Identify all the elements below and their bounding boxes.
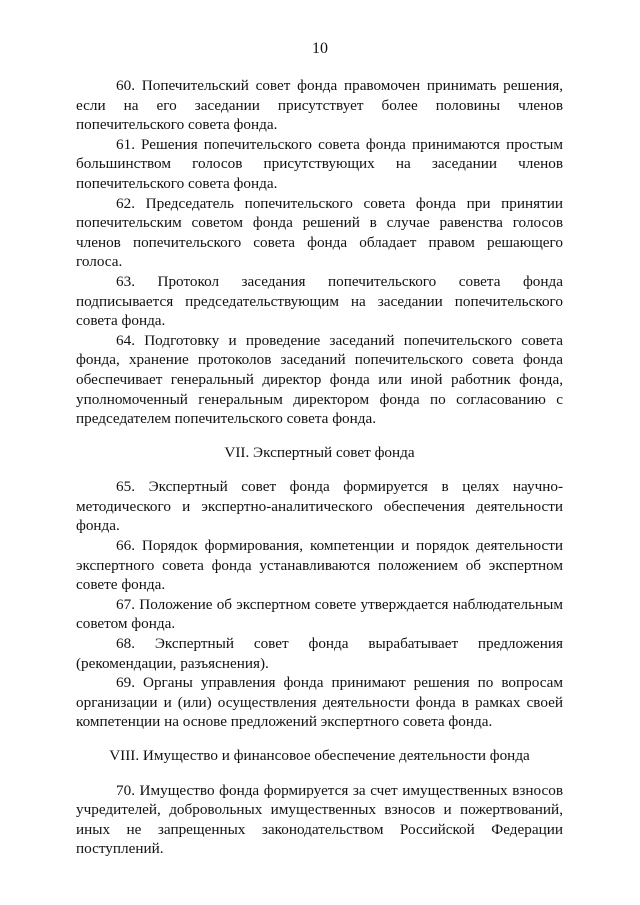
section-heading-viii: VIII. Имущество и финансовое обеспечение деятельности фонда	[109, 747, 530, 764]
page-number: 10	[312, 40, 328, 57]
paragraph-68: 68. Экспертный совет фонда вырабатывает предложения (рекомендации, разъяснения).	[76, 635, 563, 672]
paragraph-62: 62. Председатель попечительского совета фонда при принятии попечительским советом фонда решений в случае равенства голосов членов попечительского совета фонда обладает правом решающего голоса.	[76, 194, 563, 271]
paragraph-60: 60. Попечительский совет фонда правомочен принимать решения, если на его заседании присутствует более половины членов попечительского совета фонда.	[76, 77, 563, 134]
paragraph-65: 65. Экспертный совет фонда формируется в целях научно-методического и экспертно-аналитического обеспечения деятельности фонда.	[76, 478, 563, 535]
paragraph-66: 66. Порядок формирования, компетенции и порядок деятельности экспертного совета фонда устанавливаются положением об экспертном совете фонда.	[76, 537, 563, 594]
paragraph-70: 70. Имущество фонда формируется за счет имущественных взносов учредителей, добровольных имущественных взносов и пожертвований, иных не запрещенных законодательством Российской Федерации поступлений.	[76, 781, 563, 858]
paragraph-64: 64. Подготовку и проведение заседаний попечительского совета фонда, хранение протоколов заседаний попечительского совета фонда обеспечивает генеральный директор фонда или иной работник фонда, уполномоченный генеральным директором фонда по согласованию с председателем попечительского совета фонда.	[76, 331, 563, 428]
paragraph-69: 69. Органы управления фонда принимают решения по вопросам организации и (или) осуществления деятельности фонда в рамках своей компетенции на основе предложений экспертного совета фонда.	[76, 674, 563, 731]
paragraph-61: 61. Решения попечительского совета фонда принимаются простым большинством голосов присутствующих на заседании членов попечительского совета фонда.	[76, 135, 563, 192]
section-heading-vii: VII. Экспертный совет фонда	[224, 443, 415, 461]
document-body	[76, 76, 563, 859]
paragraph-67: 67. Положение об экспертном совете утверждается наблюдательным советом фонда.	[76, 595, 563, 633]
paragraph-63: 63. Протокол заседания попечительского совета фонда подписывается председательствующим на заседании попечительского совета фонда.	[76, 272, 563, 330]
